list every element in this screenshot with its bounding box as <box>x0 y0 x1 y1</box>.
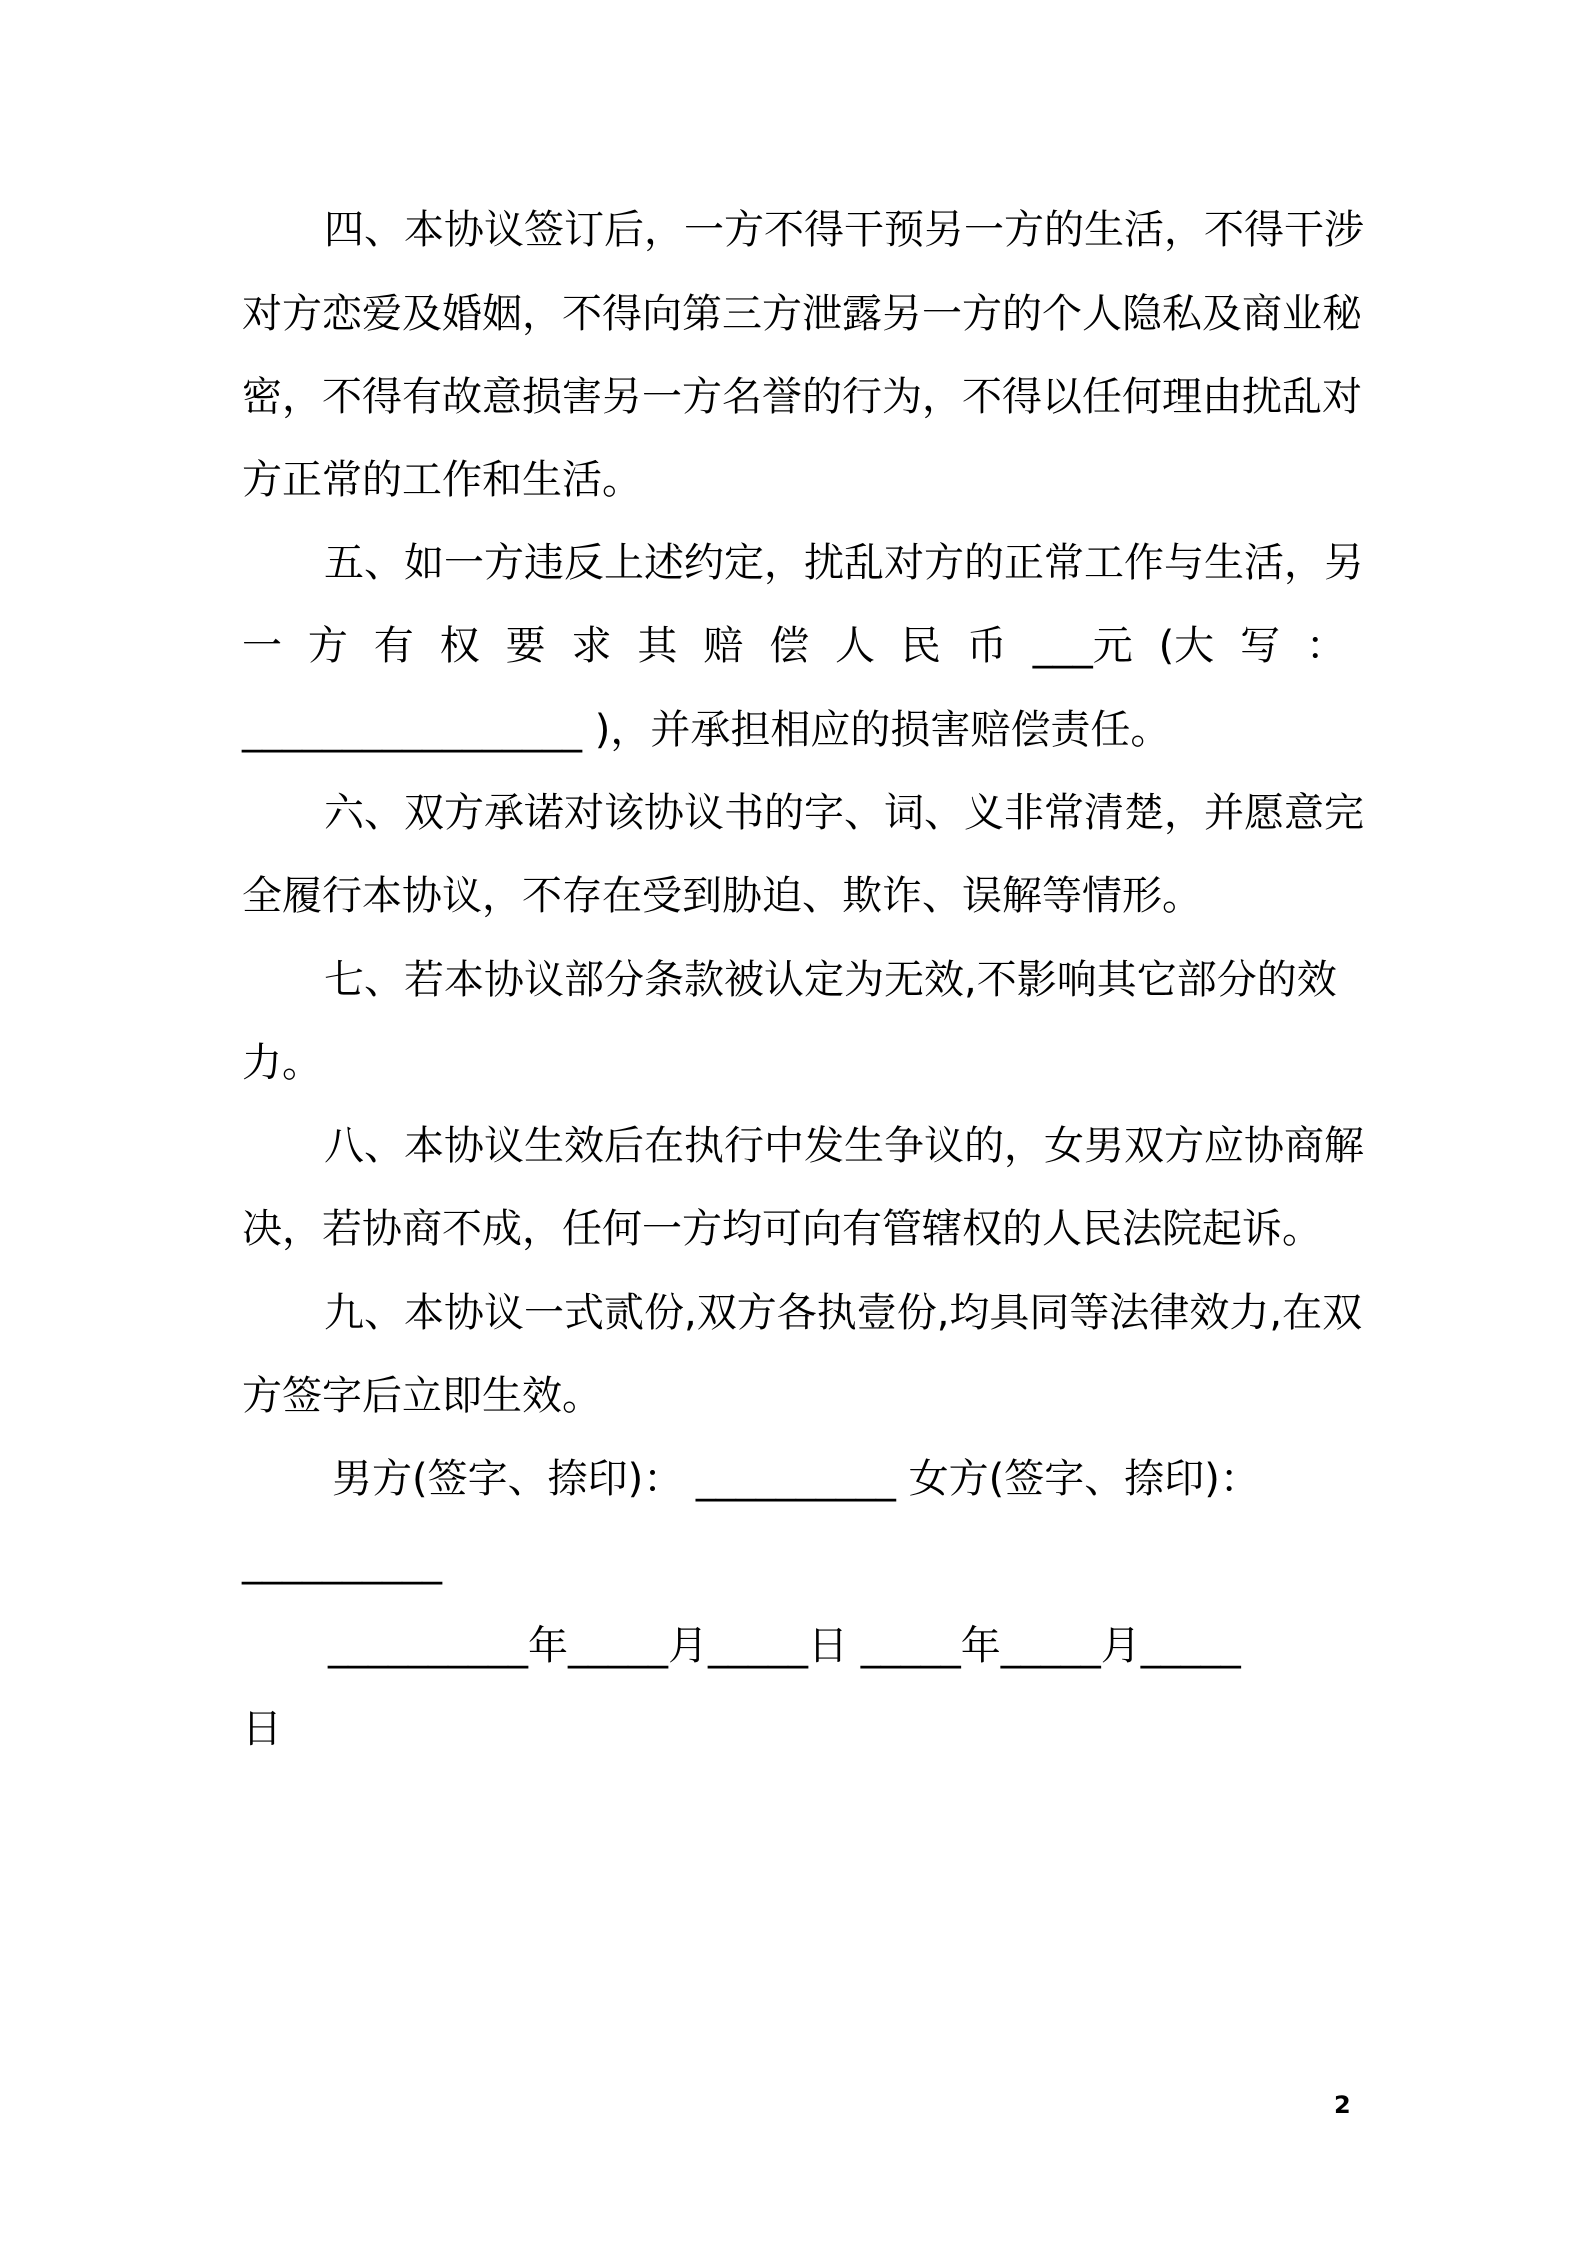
clause-5-char: 其 <box>637 623 678 669</box>
clause-4-line-4: 方正常的工作和生活。 <box>242 457 642 503</box>
date-line: __________年_____月_____日 _____年_____月_____ <box>328 1623 1241 1669</box>
clause-5-char: 偿 <box>769 623 810 669</box>
clause-6-line-1: 六、双方承诺对该协议书的字、词、义非常清楚，并愿意完 <box>324 790 1364 836</box>
page-number: 2 <box>1334 2091 1351 2119</box>
signature-blank: __________ <box>242 1539 442 1585</box>
clause-5-char: 币 <box>966 623 1007 669</box>
clause-5-char: 写 <box>1240 623 1281 669</box>
signature-line: 男方(签字、捺印)： __________ 女方(签字、捺印)： <box>332 1456 1260 1502</box>
clause-7-line-2: 力。 <box>242 1040 322 1086</box>
clause-5-char: 权 <box>439 623 480 669</box>
clause-5-char: ： <box>1305 623 1346 669</box>
clause-8-line-2: 决，若协商不成，任何一方均可向有管辖权的人民法院起诉。 <box>242 1206 1322 1252</box>
clause-7-line-1: 七、若本协议部分条款被认定为无效,不影响其它部分的效 <box>324 957 1337 1003</box>
clause-9-line-2: 方签字后立即生效。 <box>242 1373 602 1419</box>
amount-blank: ___元 <box>1032 623 1133 669</box>
clause-4-line-1: 四、本协议签订后，一方不得干预另一方的生活，不得干涉 <box>324 207 1364 253</box>
clause-5-line-2 <box>242 618 1346 674</box>
clause-8-line-1: 八、本协议生效后在执行中发生争议的，女男双方应协商解 <box>324 1123 1364 1169</box>
clause-5-char: (大 <box>1158 623 1215 669</box>
clause-5-char: 人 <box>835 623 876 669</box>
clause-6-line-2: 全履行本协议，不存在受到胁迫、欺诈、误解等情形。 <box>242 873 1202 919</box>
clause-4-line-2: 对方恋爱及婚姻，不得向第三方泄露另一方的个人隐私及商业秘 <box>242 291 1362 337</box>
date-line-end: 日 <box>242 1706 282 1752</box>
clause-5-char: 一 <box>242 623 282 669</box>
clause-5-char: 要 <box>505 623 546 669</box>
clause-5-char: 有 <box>373 623 414 669</box>
clause-5-char: 民 <box>900 623 941 669</box>
clause-5-char: 方 <box>307 623 348 669</box>
clause-5-char: 赔 <box>703 623 744 669</box>
clause-9-line-1: 九、本协议一式贰份,双方各执壹份,均具同等法律效力,在双 <box>324 1290 1363 1336</box>
clause-5-line-1: 五、如一方违反上述约定，扰乱对方的正常工作与生活，另 <box>324 540 1364 586</box>
clause-5-line-3: _________________ )，并承担相应的损害赔偿责任。 <box>242 707 1171 753</box>
clause-5-char: 求 <box>571 623 612 669</box>
clause-4-line-3: 密，不得有故意损害另一方名誉的行为，不得以任何理由扰乱对 <box>242 374 1362 420</box>
